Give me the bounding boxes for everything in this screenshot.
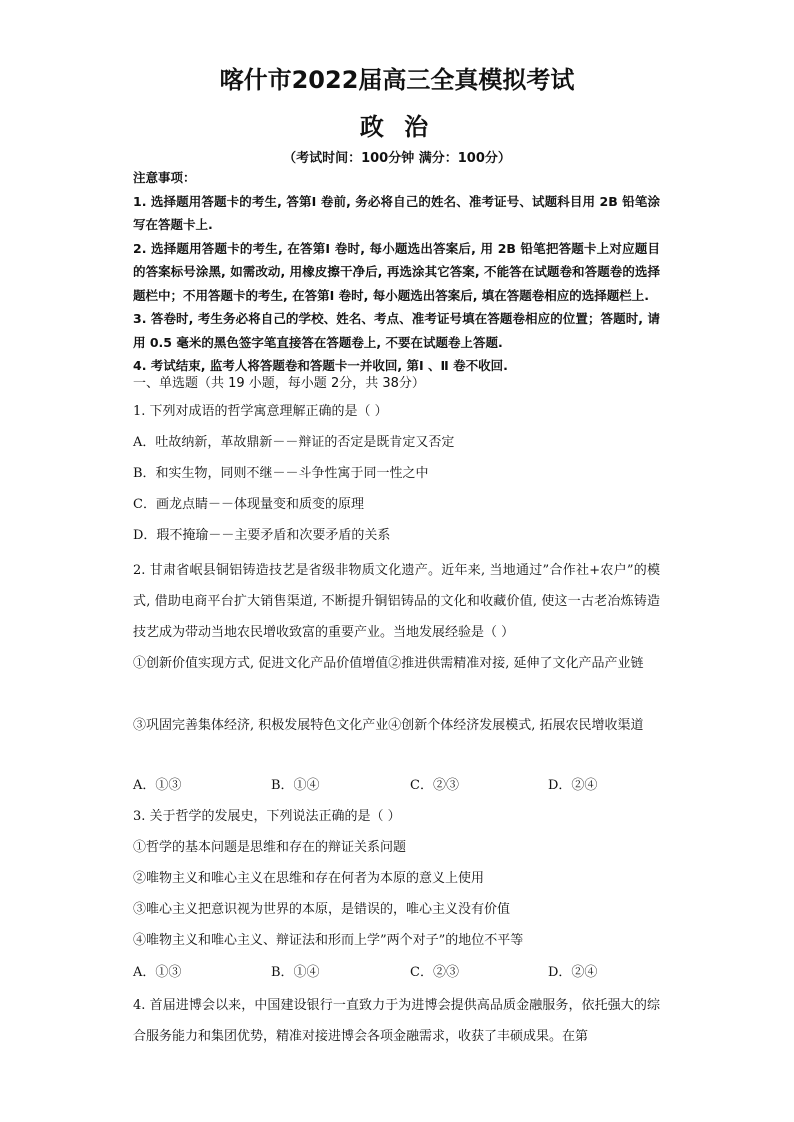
question-2-option-c: C．②③ xyxy=(410,778,459,793)
question-3-option-c: C．②③ xyxy=(410,965,459,980)
note-item: 1. 选择题用答题卡的考生, 答第Ⅰ 卷前, 务必将自己的姓名、准考证号、试题科目用 2B 铅笔涂写在答题卡上. xyxy=(133,193,660,232)
question-1-option-a: A．吐故纳新，革故鼎新－－辩证的否定是既肯定又否定 xyxy=(133,435,455,450)
question-2-item-1: ①创新价值实现方式, 促进文化产品价值增值②推进供需精准对接, 延伸了文化产品产业链 xyxy=(133,656,644,671)
question-4-stem: 4. 首届进博会以来，中国建设银行一直致力于为进博会提供高品质金融服务，依托强大的综合服务能力和集团优势，精准对接进博会各项金融需求，收获了丰硕成果。在第 xyxy=(133,998,660,1044)
question-3-item-3: ③唯心主义把意识视为世界的本原，是错误的，唯心主义没有价值 xyxy=(133,902,511,917)
question-3-item-2: ②唯物主义和唯心主义在思维和存在何者为本原的意义上使用 xyxy=(133,871,485,886)
question-3-item-4: ④唯物主义和唯心主义、辩证法和形而上学”两个对子”的地位不平等 xyxy=(133,933,524,948)
question-1-option-c: C．画龙点睛－－体现量变和质变的原理 xyxy=(133,497,364,512)
question-2-option-b: B．①④ xyxy=(271,778,320,793)
question-2-option-a: A．①③ xyxy=(133,778,182,793)
question-3-stem: 3. 关于哲学的发展史，下列说法正确的是（ ） xyxy=(133,809,401,824)
note-item: 4. 考试结束, 监考人将答题卷和答题卡一并收回, 第Ⅰ 、Ⅱ 卷不收回. xyxy=(133,358,508,373)
question-1-stem: 1. 下列对成语的哲学寓意理解正确的是（ ） xyxy=(133,404,388,419)
notes-heading: 注意事项： xyxy=(133,170,196,185)
subject-title: 政 治 xyxy=(359,113,435,141)
notes-block xyxy=(133,166,660,378)
question-2-option-d: D．②④ xyxy=(548,778,598,793)
exam-title: 喀什市2022届高三全真模拟考试 xyxy=(219,66,575,94)
question-3-option-a: A．①③ xyxy=(133,965,182,980)
note-item: 2. 选择题用答题卡的考生, 在答第Ⅰ 卷时, 每小题选出答案后, 用 2B 铅笔把答题卡上对应题目的答案标号涂黑, 如需改动, 用橡皮擦干净后, 再选涂其它答案, 不能答在试题卷和答题卷的选择题栏中；不用答题卡的考生, 在答第Ⅰ 卷时, 每小题选出答案后, 填在答题卷相应的选择题栏上. xyxy=(133,240,660,303)
question-2-stem: 2. 甘肃省岷县铜铝铸造技艺是省级非物质文化遗产。近年来, 当地通过”合作社+农户”的模式, 借助电商平台扩大销售渠道, 不断提升铜铝铸品的文化和收藏价值, 使这一古老冶炼铸造技艺成为带动当地农民增收致富的重要产业。当地发展经验是（ ） xyxy=(133,563,660,640)
question-1-option-d: D．瑕不掩瑜－－主要矛盾和次要矛盾的关系 xyxy=(133,528,391,543)
exam-info: （考试时间：100分钟 满分：100分） xyxy=(283,151,511,166)
question-3-option-d: D．②④ xyxy=(548,965,598,980)
section-heading: 一、单选题（共 19 小题，每小题 2分，共 38分） xyxy=(133,376,425,391)
question-1-option-b: B．和实生物，同则不继－－斗争性寓于同一性之中 xyxy=(133,466,429,481)
question-2-item-2: ③巩固完善集体经济, 积极发展特色文化产业④创新个体经济发展模式, 拓展农民增收渠道 xyxy=(133,718,644,733)
question-3-option-b: B．①④ xyxy=(271,965,320,980)
note-item: 3. 答卷时, 考生务必将自己的学校、姓名、考点、准考证号填在答题卷相应的位置；答题时, 请用 0.5 毫米的黑色签字笔直接答在答题卷上, 不要在试题卷上答题. xyxy=(133,311,660,350)
question-3-item-1: ①哲学的基本问题是思维和存在的辩证关系问题 xyxy=(133,840,407,855)
